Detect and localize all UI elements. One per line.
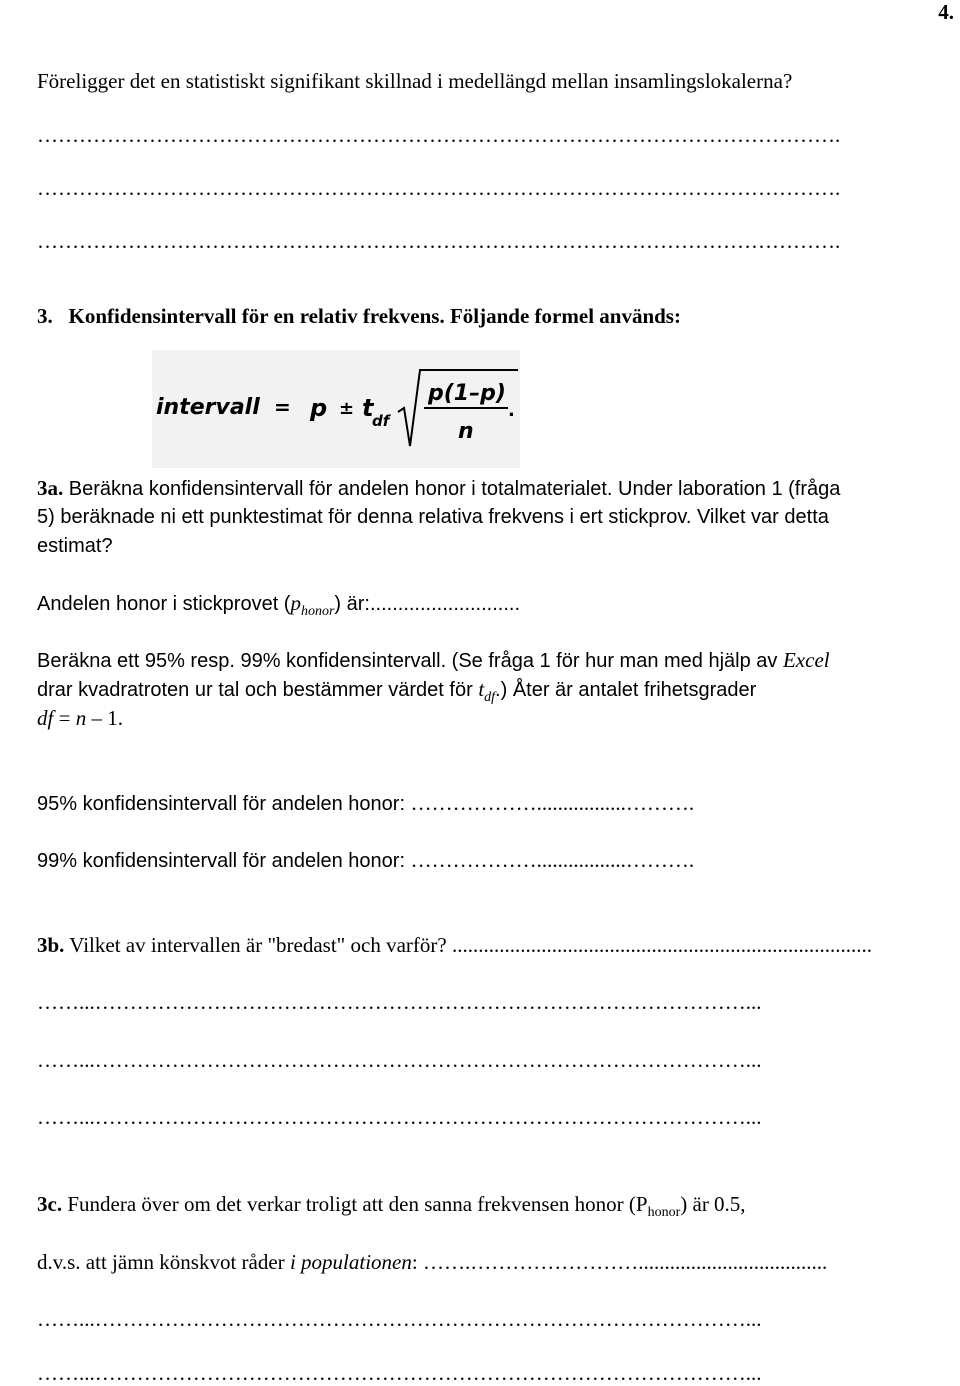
ci95-label: 95% konfidensintervall för andelen honor: (37, 793, 411, 815)
formula-lhs: intervall (156, 395, 260, 420)
formula-df: df (372, 412, 390, 430)
calc-line3 (37, 705, 123, 731)
calc-text2: drar kvadratroten ur tal och bestämmer värdet för (37, 679, 479, 701)
answer-line: ……...…………………………………………………………………………………... (37, 1105, 762, 1129)
formula-equals: = (274, 395, 291, 419)
q3b-line (37, 932, 872, 958)
ci99-label: 99% konfidensintervall för andelen honor: (37, 850, 411, 872)
q3c-text-a: Fundera över om det verkar troligt att den sanna frekvensen honor (P (62, 1192, 648, 1216)
andel-line (37, 590, 520, 620)
q3b-text: Vilket av intervallen är "bredast" och varför? (64, 933, 452, 957)
q3c-line1 (37, 1191, 746, 1221)
andel-sub: honor (300, 604, 335, 619)
q3b-fill: ................................................................................ (451, 933, 872, 957)
ci99-fill: ……………….................………. (410, 848, 695, 872)
n-symbol: n (75, 706, 87, 730)
formula-dot: . (508, 400, 515, 421)
q3c-line2-b: : (411, 1250, 423, 1274)
formula-p: p (310, 394, 328, 422)
andel-prefix: Andelen honor i stickprovet ( (37, 593, 291, 615)
formula-denominator: n (458, 419, 474, 444)
calc-t: t (478, 677, 485, 701)
q3a-text1: Beräkna konfidensintervall för andelen honor i totalmaterialet. Under laboration 1 (fråga (63, 478, 841, 500)
ci95-fill: ……………….................………. (410, 791, 695, 815)
q3a-label: 3a. (37, 476, 64, 500)
calc-line1 (37, 647, 830, 674)
formula-numerator: p(1–p) (428, 381, 506, 406)
andel-suffix: ) är:........................... (334, 593, 521, 615)
formula-t: t (362, 394, 374, 422)
q3a-line2: 5) beräknade ni ett punktestimat för denna relativa frekvens i ert stickprov. Vilket var detta (37, 506, 829, 528)
answer-line: ……………………………………………………………………………………………………. (37, 176, 841, 200)
andel-p: p (290, 591, 301, 615)
df-symbol: df (37, 706, 54, 730)
q3c-text-b: ) är 0.5, (680, 1192, 746, 1216)
formula-svg (152, 350, 520, 468)
section-title: Konfidensintervall för en relativ frekvens. Följande formel används: (68, 304, 681, 328)
answer-line: ……………………………………………………………………………………………………. (37, 229, 841, 253)
answer-line: ……...…………………………………………………………………………………... (37, 1361, 762, 1385)
q3a-line1 (37, 475, 840, 502)
q3c-line2 (37, 1249, 827, 1275)
q3a-line3: estimat? (37, 535, 113, 557)
q3c-line2-a: d.v.s. att jämn könskvot råder (37, 1250, 290, 1274)
ci99-line (37, 847, 694, 874)
ci95-line (37, 790, 694, 817)
section-number: 3. (37, 304, 53, 328)
calc-df-sub: df (484, 690, 496, 705)
answer-line: ……...…………………………………………………………………………………... (37, 1307, 762, 1331)
page-number: 4. (938, 0, 954, 24)
calc-text1: Beräkna ett 95% resp. 99% konfidensintervall. (Se fråga 1 för hur man med hjälp av (37, 650, 783, 672)
q3c-sub: honor (647, 1205, 681, 1220)
question-intro: Föreligger det en statistiskt signifikant skillnad i medellängd mellan insamlingslokalerna? (37, 69, 793, 93)
q3c-label: 3c. (37, 1192, 63, 1216)
df-eq: = (53, 706, 76, 730)
formula-plusminus: ± (339, 398, 355, 419)
answer-line: ……...…………………………………………………………………………………... (37, 1048, 762, 1072)
q3c-population: i populationen (289, 1250, 412, 1274)
excel-word: Excel (782, 648, 830, 672)
q3c-line2-fill: …….…………………….................................... (422, 1250, 828, 1274)
answer-line: ……………………………………………………………………………………………………. (37, 123, 841, 147)
calc-text2b: .) Åter är antalet frihetsgrader (495, 679, 757, 701)
q3b-label: 3b. (37, 933, 65, 957)
section-3-heading (37, 303, 681, 329)
df-end: – 1. (86, 706, 123, 730)
calc-line2 (37, 676, 756, 706)
answer-line: ……...…………………………………………………………………………………... (37, 990, 762, 1014)
formula-image (152, 350, 520, 468)
